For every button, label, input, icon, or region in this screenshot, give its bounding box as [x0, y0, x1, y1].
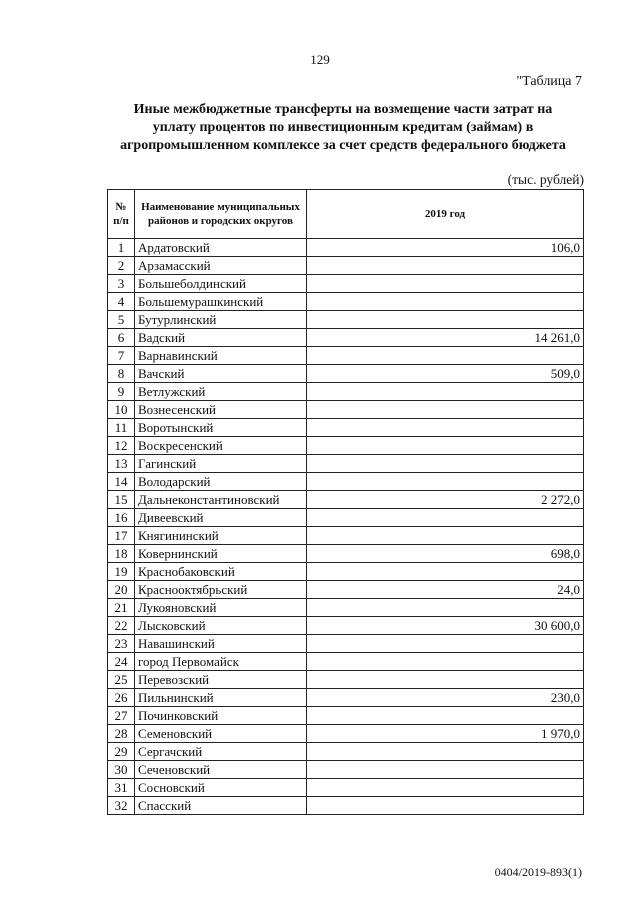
table-row: [108, 347, 584, 365]
row-number-cell: 18: [108, 545, 135, 563]
district-name-cell: Большемурашкинский: [135, 293, 307, 311]
value-cell: [307, 743, 584, 761]
district-name-cell: Ветлужский: [135, 383, 307, 401]
row-number-cell: 24: [108, 653, 135, 671]
value-cell: [307, 275, 584, 293]
row-number-cell: 26: [108, 689, 135, 707]
title-line: уплату процентов по инвестиционным кредитам (займам) в: [152, 120, 534, 135]
page-number: 129: [310, 52, 330, 67]
row-number-cell: 12: [108, 437, 135, 455]
row-number-cell: 1: [108, 239, 135, 257]
table-row: [108, 239, 584, 257]
table-row: [108, 635, 584, 653]
district-name-cell: Краснобаковский: [135, 563, 307, 581]
row-number-cell: 19: [108, 563, 135, 581]
row-number-cell: 32: [108, 797, 135, 815]
district-name-cell: Вачский: [135, 365, 307, 383]
row-number-cell: 30: [108, 761, 135, 779]
table-row: [108, 329, 584, 347]
table-row: [108, 707, 584, 725]
value-cell: [307, 383, 584, 401]
table-row: [108, 275, 584, 293]
value-cell: [307, 563, 584, 581]
title-line: Иные межбюджетные трансферты на возмещение части затрат на: [133, 102, 553, 117]
value-cell: [307, 671, 584, 689]
table-row: [108, 509, 584, 527]
row-number-cell: 22: [108, 617, 135, 635]
row-number-cell: 11: [108, 419, 135, 437]
value-cell: 14 261,0: [307, 329, 584, 347]
row-number-cell: 21: [108, 599, 135, 617]
document-title: [100, 101, 586, 155]
row-number-cell: 27: [108, 707, 135, 725]
district-name-cell: Сеченовский: [135, 761, 307, 779]
table-body: [108, 239, 584, 815]
row-number-cell: 6: [108, 329, 135, 347]
table-row: [108, 599, 584, 617]
table-row: [108, 293, 584, 311]
table-row: [108, 383, 584, 401]
district-name-cell: Лукояновский: [135, 599, 307, 617]
table-header-row: [108, 190, 584, 239]
table-row: [108, 743, 584, 761]
title-line: агропромышленном комплексе за счет средств федерального бюджета: [120, 138, 566, 153]
value-cell: [307, 509, 584, 527]
row-number-cell: 14: [108, 473, 135, 491]
district-name-cell: Вознесенский: [135, 401, 307, 419]
table-row: [108, 779, 584, 797]
value-cell: [307, 401, 584, 419]
district-name-cell: Ардатовский: [135, 239, 307, 257]
table-row: [108, 671, 584, 689]
table-row: [108, 455, 584, 473]
table-row: [108, 617, 584, 635]
row-number-cell: 23: [108, 635, 135, 653]
table-row: [108, 401, 584, 419]
row-number-cell: 7: [108, 347, 135, 365]
value-cell: [307, 437, 584, 455]
district-name-cell: Варнавинский: [135, 347, 307, 365]
table-row: [108, 365, 584, 383]
row-number-cell: 31: [108, 779, 135, 797]
value-cell: [307, 455, 584, 473]
row-number-cell: 17: [108, 527, 135, 545]
row-number-cell: 5: [108, 311, 135, 329]
district-name-cell: город Первомайск: [135, 653, 307, 671]
value-cell: 509,0: [307, 365, 584, 383]
table-label: "Таблица 7: [516, 74, 582, 89]
district-name-cell: Дивеевский: [135, 509, 307, 527]
table-row: [108, 257, 584, 275]
value-cell: [307, 599, 584, 617]
district-name-cell: Большеболдинский: [135, 275, 307, 293]
district-name-cell: Гагинский: [135, 455, 307, 473]
value-cell: [307, 761, 584, 779]
table-row: [108, 797, 584, 815]
transfers-table: [107, 189, 584, 815]
value-cell: [307, 419, 584, 437]
district-name-cell: Семеновский: [135, 725, 307, 743]
document-code: 0404/2019-893(1): [494, 865, 582, 879]
header-num-line: п/п: [113, 215, 129, 227]
row-number-cell: 20: [108, 581, 135, 599]
table-row: [108, 581, 584, 599]
value-cell: 24,0: [307, 581, 584, 599]
district-name-cell: Воскресенский: [135, 437, 307, 455]
table-row: [108, 419, 584, 437]
table-row: [108, 761, 584, 779]
row-number-cell: 15: [108, 491, 135, 509]
district-name-cell: Сергачский: [135, 743, 307, 761]
value-cell: [307, 779, 584, 797]
row-number-cell: 2: [108, 257, 135, 275]
district-name-cell: Воротынский: [135, 419, 307, 437]
district-name-cell: Починковский: [135, 707, 307, 725]
district-name-cell: Володарский: [135, 473, 307, 491]
table-row: [108, 545, 584, 563]
table-row: [108, 311, 584, 329]
row-number-cell: 13: [108, 455, 135, 473]
district-name-cell: Дальнеконстантиновский: [135, 491, 307, 509]
row-number-cell: 4: [108, 293, 135, 311]
row-number-cell: 10: [108, 401, 135, 419]
table-row: [108, 725, 584, 743]
district-name-cell: Ковернинский: [135, 545, 307, 563]
district-name-cell: Спасский: [135, 797, 307, 815]
row-number-cell: 3: [108, 275, 135, 293]
value-cell: [307, 473, 584, 491]
district-name-cell: Краснооктябрьский: [135, 581, 307, 599]
units-label: (тыс. рублей): [507, 172, 584, 187]
district-name-cell: Арзамасский: [135, 257, 307, 275]
district-name-cell: Лысковский: [135, 617, 307, 635]
value-cell: [307, 653, 584, 671]
table-row: [108, 689, 584, 707]
value-cell: 2 272,0: [307, 491, 584, 509]
value-cell: 698,0: [307, 545, 584, 563]
district-name-cell: Навашинский: [135, 635, 307, 653]
district-name-cell: Вадский: [135, 329, 307, 347]
header-num-line: №: [115, 201, 127, 213]
row-number-cell: 8: [108, 365, 135, 383]
district-name-cell: Сосновский: [135, 779, 307, 797]
value-cell: [307, 293, 584, 311]
district-name-cell: Перевозский: [135, 671, 307, 689]
table-row: [108, 437, 584, 455]
row-number-cell: 28: [108, 725, 135, 743]
value-cell: 106,0: [307, 239, 584, 257]
value-cell: [307, 257, 584, 275]
value-cell: [307, 347, 584, 365]
row-number-cell: 25: [108, 671, 135, 689]
value-cell: [307, 797, 584, 815]
district-name-cell: Княгининский: [135, 527, 307, 545]
header-num: [108, 190, 135, 239]
table-row: [108, 653, 584, 671]
value-cell: [307, 707, 584, 725]
row-number-cell: 16: [108, 509, 135, 527]
value-cell: [307, 311, 584, 329]
value-cell: 1 970,0: [307, 725, 584, 743]
table-row: [108, 473, 584, 491]
value-cell: [307, 635, 584, 653]
table-row: [108, 563, 584, 581]
table-row: [108, 491, 584, 509]
row-number-cell: 29: [108, 743, 135, 761]
header-name: Наименование муниципальных районов и городских округов: [135, 190, 307, 239]
table-row: [108, 527, 584, 545]
value-cell: 230,0: [307, 689, 584, 707]
district-name-cell: Бутурлинский: [135, 311, 307, 329]
row-number-cell: 9: [108, 383, 135, 401]
header-year: 2019 год: [307, 190, 584, 239]
value-cell: [307, 527, 584, 545]
district-name-cell: Пильнинский: [135, 689, 307, 707]
value-cell: 30 600,0: [307, 617, 584, 635]
